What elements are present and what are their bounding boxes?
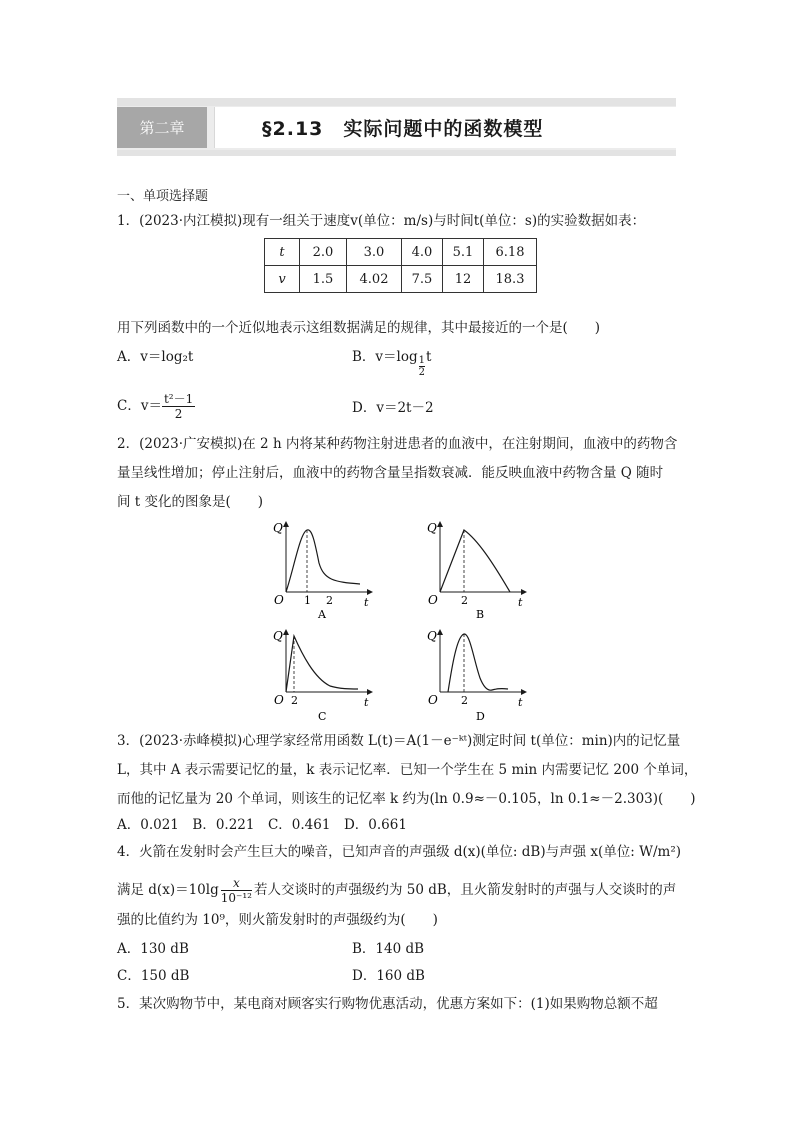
- q1-option-b-prefix: B．v＝log: [352, 349, 418, 365]
- table-cell: t: [265, 239, 300, 266]
- table-cell: 3.0: [347, 239, 402, 266]
- tick-label: 1: [304, 594, 311, 607]
- q1-option-b-base: [419, 355, 425, 378]
- q1-option-b-base-den: 2: [418, 367, 426, 378]
- graph-label: A: [318, 608, 326, 618]
- x-label: t: [518, 596, 523, 609]
- q4-option-d: D．160 dB: [352, 968, 425, 984]
- q4-option-b: B．140 dB: [352, 941, 425, 957]
- q2-line-3: 间 t 变化的图象是( ): [117, 494, 264, 510]
- table-cell: 6.18: [484, 239, 537, 266]
- tick-label: 2: [326, 594, 333, 607]
- q1-option-b: [352, 347, 431, 378]
- y-label: Q: [273, 521, 283, 535]
- table-row: [265, 266, 537, 293]
- q2-line-1: 2．(2023·广安模拟)在 2 h 内将某种药物注射进患者的血液中，在注射期间，血液中的药物含: [117, 436, 678, 452]
- q4-fraction-num: x: [221, 876, 252, 891]
- y-label: Q: [427, 629, 437, 643]
- table-cell: v: [265, 266, 300, 293]
- table-cell: 18.3: [484, 266, 537, 293]
- origin-label: O: [428, 693, 438, 707]
- table-cell: 1.5: [300, 266, 347, 293]
- q1-question: 用下列函数中的一个近似地表示这组数据满足的规律，其中最接近的一个是( ): [117, 320, 601, 336]
- q1-option-c-prefix: C．v＝: [117, 398, 162, 414]
- q1-option-a: A．v＝log₂t: [117, 349, 194, 365]
- table-cell: 2.0: [300, 239, 347, 266]
- q1-option-b-base-num: 1: [418, 355, 426, 366]
- q1-option-c-fraction: [162, 392, 195, 421]
- curve: [440, 530, 510, 592]
- q3-line-1: 3．(2023·赤峰模拟)心理学家经常用函数 L(t)＝A(1－e⁻ᵏᵗ)测定时间 t(单位：min)内的记忆量: [117, 733, 681, 749]
- q1-option-c-num: t²－1: [163, 392, 194, 406]
- x-label: t: [518, 696, 523, 709]
- q3-options: A．0.021 B．0.221 C．0.461 D．0.661: [117, 817, 407, 833]
- section-heading: 一、单项选择题: [117, 189, 209, 204]
- q1-option-b-var: t: [426, 349, 432, 365]
- table-cell: 4.0: [402, 239, 443, 266]
- q1-option-c: [117, 392, 195, 421]
- x-label: t: [364, 596, 369, 609]
- q3-line-3: 而他的记忆量为 20 个单词，则该生的记忆率 k 约为(ln 0.9≈－0.105，ln 0.1≈－2.303)( ): [117, 791, 696, 807]
- graph-c: [264, 626, 376, 726]
- q4-option-c: C．150 dB: [117, 968, 190, 984]
- q4-fraction-den: 10⁻¹²: [220, 891, 252, 905]
- table-cell: 12: [443, 266, 484, 293]
- graph-b: [418, 518, 530, 618]
- page-title: §2.13 实际问题中的函数模型: [262, 118, 544, 140]
- q3-line-2: L，其中 A 表示需要记忆的量，k 表示记忆率．已知一个学生在 5 min 内需要记忆 200 个单词，: [117, 762, 698, 778]
- y-label: Q: [427, 521, 437, 535]
- curve: [448, 634, 508, 692]
- table-row: [265, 239, 537, 266]
- header-band-top: [117, 98, 676, 106]
- q1-stem: 1．(2023·内江模拟)现有一组关于速度v(单位：m/s)与时间t(单位：s)的实验数据如表：: [117, 213, 646, 229]
- q4-line-2-suffix: 若人交谈时的声强级约为 50 dB，且火箭发射时的声强与人交谈时的声: [253, 882, 677, 898]
- table-cell: 4.02: [347, 266, 402, 293]
- tick-label: 2: [461, 694, 468, 707]
- y-label: Q: [273, 629, 283, 643]
- q4-line-1: 4．火箭在发射时会产生巨大的噪音，已知声音的声强级 d(x)(单位: dB)与声强 x(单位: W/m²): [117, 844, 682, 860]
- q1-data-table: [264, 238, 537, 293]
- q4-fraction: [221, 876, 252, 905]
- graph-label: D: [476, 710, 485, 723]
- q4-line-2: [117, 876, 676, 905]
- q1-option-c-den: 2: [174, 407, 183, 421]
- graph-label: C: [318, 710, 327, 723]
- graph-label: B: [476, 608, 485, 618]
- chapter-label: 第二章: [117, 107, 207, 148]
- header-band-bottom: [117, 150, 676, 156]
- origin-label: O: [428, 593, 438, 607]
- x-label: t: [364, 696, 369, 709]
- q4-line-3: 强的比值约为 10⁹，则火箭发射时的声强级约为( ): [117, 912, 438, 928]
- tick-label: 2: [461, 594, 468, 607]
- q5-line-1: 5．某次购物节中，某电商对顾客实行购物优惠活动，优惠方案如下：(1)如果购物总额不超: [117, 996, 658, 1012]
- curve: [286, 636, 358, 692]
- graph-a: [264, 518, 376, 618]
- tick-label: 2: [291, 694, 298, 707]
- table-cell: 7.5: [402, 266, 443, 293]
- graph-d: [418, 626, 530, 726]
- curve: [286, 530, 360, 592]
- origin-label: O: [274, 593, 284, 607]
- origin-label: O: [274, 693, 284, 707]
- q2-line-2: 量呈线性增加；停止注射后，血液中的药物含量呈指数衰减．能反映血液中药物含量 Q 随时: [117, 465, 664, 481]
- q1-option-d: D．v＝2t－2: [352, 400, 434, 416]
- table-cell: 5.1: [443, 239, 484, 266]
- q4-option-a: A．130 dB: [117, 941, 189, 957]
- q4-line-2-prefix: 满足 d(x)＝10lg: [117, 882, 219, 898]
